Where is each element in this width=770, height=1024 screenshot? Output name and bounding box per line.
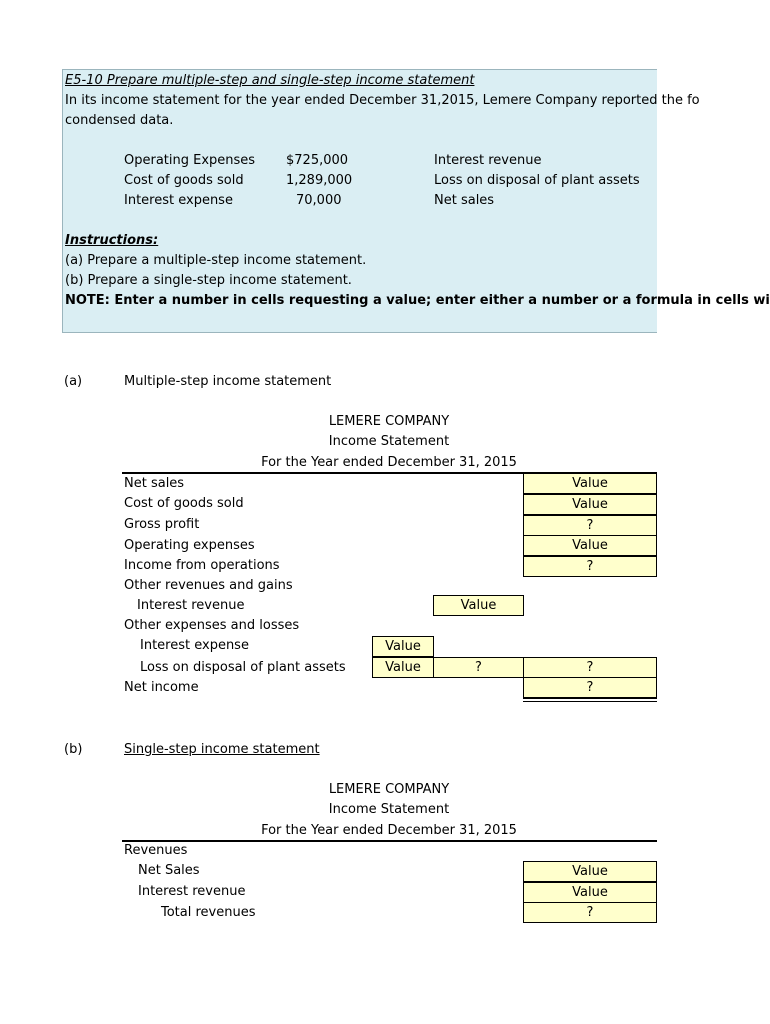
part-a-marker: (a) [64, 374, 83, 389]
header-rule [122, 840, 657, 842]
data-label: Interest expense [124, 193, 233, 208]
data-label: Operating Expenses [124, 153, 256, 168]
part-b-heading: Single-step income statement [124, 742, 320, 757]
problem-title: E5-10 Prepare multiple-step and single-step income statement [65, 73, 475, 88]
row-label-other-expenses: Other expenses and losses [124, 618, 300, 633]
row-label-loss-on-disposal: Loss on disposal of plant assets [140, 660, 346, 675]
part-a-heading: Multiple-step income statement [124, 374, 332, 389]
instructions-heading: Instructions: [65, 233, 159, 248]
row-label-net-income: Net income [124, 680, 199, 695]
data-value: 70,000 [296, 193, 342, 208]
net-income-input[interactable]: ? [523, 677, 657, 698]
data-label-secondary: Net sales [434, 193, 495, 208]
net-sales-input[interactable]: Value [523, 861, 657, 882]
data-label-secondary: Interest revenue [434, 153, 542, 168]
cogs-input[interactable]: Value [523, 494, 657, 515]
data-value: $725,000 [286, 153, 349, 168]
total-revenues-input[interactable]: ? [523, 902, 657, 923]
problem-statement-box [62, 69, 770, 333]
instruction-a: (a) Prepare a multiple-step income statement. [65, 253, 367, 268]
interest-revenue-input[interactable]: Value [523, 882, 657, 903]
statement-period: For the Year ended December 31, 2015 [261, 455, 517, 470]
instruction-b: (b) Prepare a single-step income statement. [65, 273, 352, 288]
row-label-income-from-operations: Income from operations [124, 558, 280, 573]
income-from-operations-input[interactable]: ? [523, 556, 657, 577]
interest-expense-input[interactable]: Value [372, 636, 434, 657]
interest-revenue-input[interactable]: Value [433, 595, 524, 616]
statement-period: For the Year ended December 31, 2015 [261, 823, 517, 838]
row-label-other-revenues: Other revenues and gains [124, 578, 293, 593]
row-label-operating-expenses: Operating expenses [124, 538, 255, 553]
company-name: LEMERE COMPANY [328, 414, 450, 429]
loss-on-disposal-input[interactable]: Value [372, 657, 434, 678]
double-underline [523, 698, 657, 702]
part-b-marker: (b) [64, 742, 83, 757]
statement-name: Income Statement [328, 434, 450, 449]
other-net-input[interactable]: ? [523, 657, 657, 678]
row-label-interest-revenue: Interest revenue [137, 598, 245, 613]
note: NOTE: Enter a number in cells requesting a value; enter either a number or a formula in cells wi [65, 293, 770, 308]
row-label-net-sales: Net sales [124, 476, 185, 491]
row-label-cogs: Cost of goods sold [124, 496, 244, 511]
data-label: Cost of goods sold [124, 173, 244, 188]
row-label-total-revenues: Total revenues [161, 905, 256, 920]
row-label-gross-profit: Gross profit [124, 517, 200, 532]
problem-intro-line1: In its income statement for the year ended December 31,2015, Lemere Company reported the fo [65, 93, 700, 108]
other-expenses-total-input[interactable]: ? [433, 657, 524, 678]
row-label-revenues: Revenues [124, 843, 188, 858]
company-name: LEMERE COMPANY [328, 782, 450, 797]
problem-intro-line2: condensed data. [65, 113, 174, 128]
operating-expenses-input[interactable]: Value [523, 535, 657, 556]
row-label-net-sales: Net Sales [138, 863, 200, 878]
data-value: 1,289,000 [286, 173, 353, 188]
data-label-secondary: Loss on disposal of plant assets [434, 173, 640, 188]
statement-name: Income Statement [328, 802, 450, 817]
net-sales-input[interactable]: Value [523, 473, 657, 494]
row-label-interest-revenue: Interest revenue [138, 884, 246, 899]
gross-profit-input[interactable]: ? [523, 515, 657, 536]
row-label-interest-expense: Interest expense [140, 638, 249, 653]
